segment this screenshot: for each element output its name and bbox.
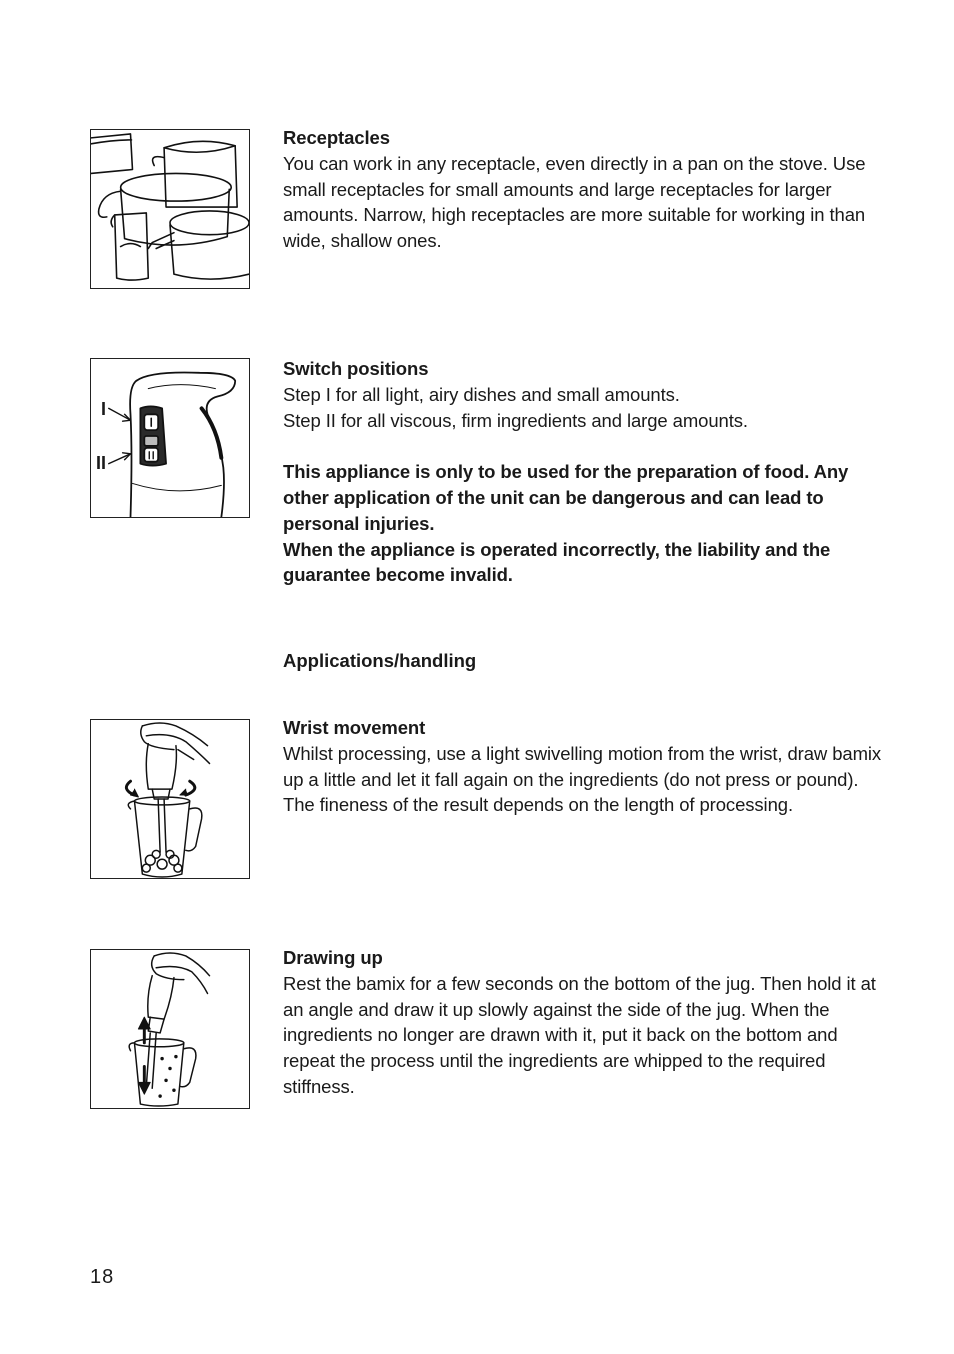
applications-heading: Applications/handling [283,650,477,671]
switch-positions-illustration [90,358,250,518]
wrist-movement-section [283,715,883,818]
switch-label-step-one: I [101,399,107,419]
receptacles-title: Receptacles [283,127,390,148]
drawing-up-title: Drawing up [283,947,383,968]
wrist-movement-illustration [90,719,250,879]
drawing-up-section [283,945,883,1100]
wrist-movement-body: Whilst processing, use a light swivelling motion from the wrist, draw bamix up a little and let it fall again on the ingredients (do not press or pound). The fineness of the result depends on the length of processing. [283,742,882,816]
drawing-up-illustration [90,949,250,1109]
drawing-up-body: Rest the bamix for a few seconds on the bottom of the jug. Then hold it at an angle and draw it up slowly against the side of the jug. When the ingredients no longer are drawn with it, put it back on the bottom and repeat the process until the ingredients are whipped to the required stiffness. [283,972,876,1097]
switch-positions-title: Switch positions [283,358,429,379]
page-number: 18 [90,1266,115,1288]
wrist-movement-title: Wrist movement [283,717,426,738]
safety-warning: This appliance is only to be used for the preparation of food. Any other application of the unit can be dangerous and can lead to personal injuries. [283,461,849,534]
receptacles-body: You can work in any receptacle, even directly in a pan on the stove. Use small receptacles for small amounts and large receptacles for larger amounts. Narrow, high receptacles are more suitable for working in than wide, shallow ones. [283,152,866,252]
switch-step-two-text: Step II for all viscous, firm ingredients and large amounts. [283,409,748,431]
switch-label-step-two: II [96,453,107,473]
switch-step-one-text: Step I for all light, airy dishes and small amounts. [283,383,680,405]
receptacles-section [283,125,883,254]
receptacles-illustration [90,129,250,289]
switch-positions-section [283,356,883,588]
liability-warning: When the appliance is operated incorrectly, the liability and the guarantee become invalid. [283,538,831,586]
